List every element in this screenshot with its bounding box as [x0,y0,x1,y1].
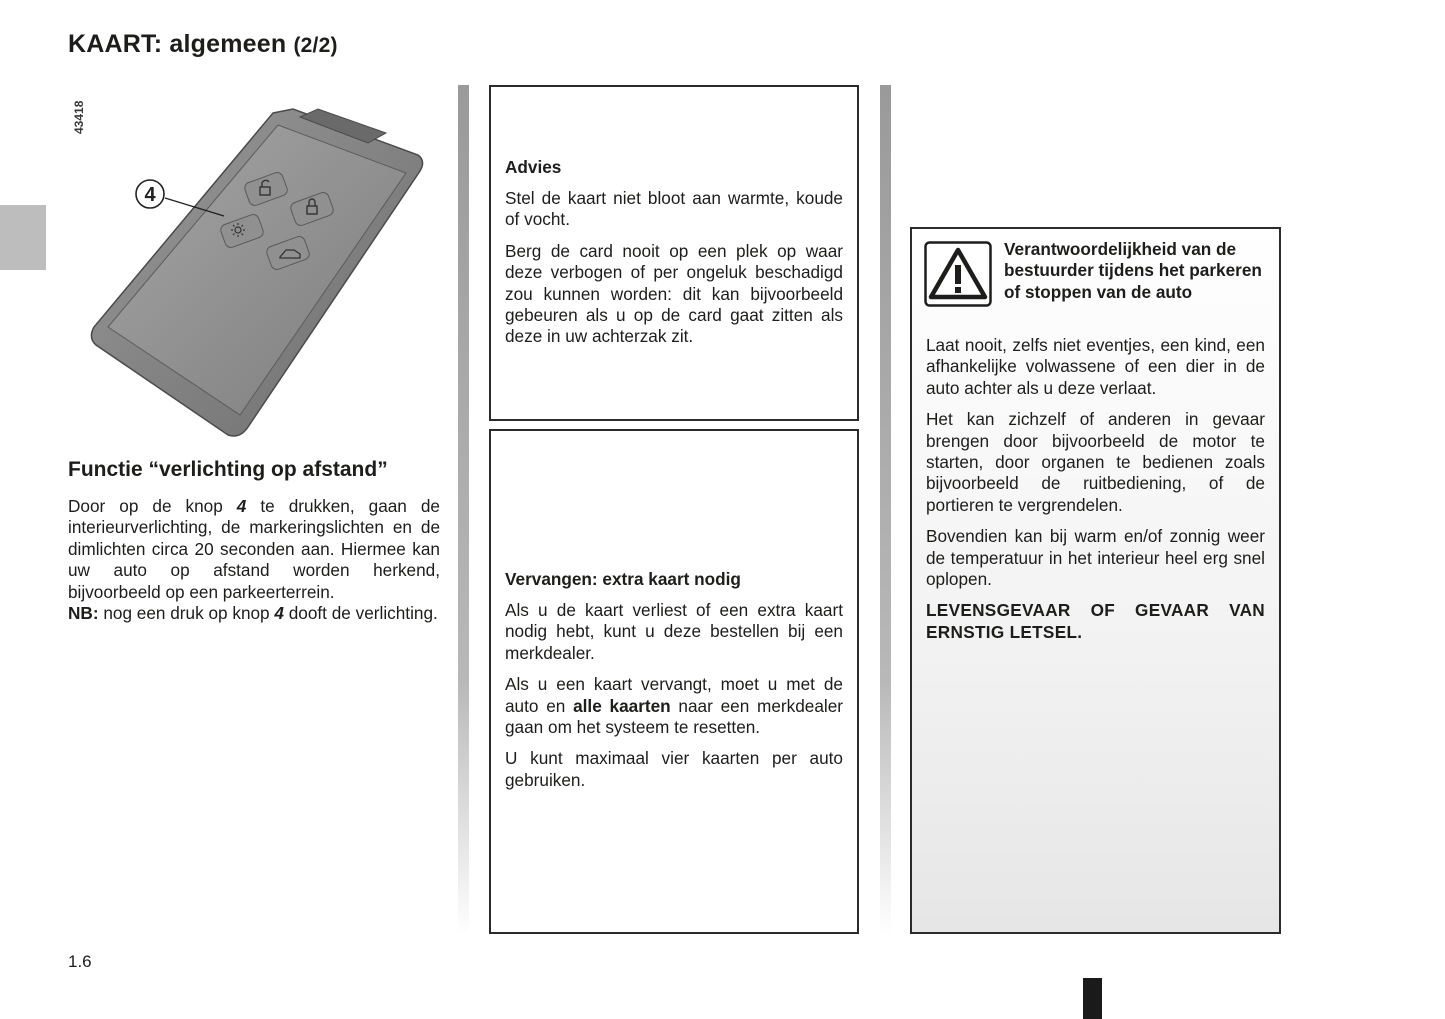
text-segment: naar een merkdealer gaan om het systeem te resetten. [505,695,843,738]
advice-paragraph-2: Berg de card nooit op een plek op waar deze verbogen of per ongeluk beschadigd zou kunnen worden: dit kan bijvoorbeeld gebeuren als u op de card gaat zitten als deze in uw achterzak zit. [505,240,843,347]
replacement-paragraph-3: U kunt maximaal vier kaarten per auto gebruiken. [505,748,843,790]
warning-paragraph-2: Het kan zichzelf of anderen in gevaar brengen door bijvoorbeeld de motor te starten, door organen te bedienen zoals bijvoorbeeld de ruitbediening, of de portieren te vergrendelen. [926,409,1265,515]
page-title-suffix: (2/2) [293,34,338,57]
text-segment: te drukken, gaan de interieurverlichting, de markeringslichten en de dimlichten circa 20 seconden aan. Hiermee kan uw auto op afstand worden herkend, bijvoorbeeld op een parkeerterrein. [68,496,440,602]
replacement-box [489,429,859,934]
image-code-text: 43418 [72,100,86,134]
warning-triangle-icon [924,241,992,307]
text-segment: nog een druk op knop [98,603,275,624]
callout-label: 4 [144,184,156,206]
remote-lighting-heading: Functie “verlichting op afstand” [68,458,388,481]
page-edge-marker [1083,978,1102,1019]
text-segment: Door op de knop [68,496,237,516]
page-title [68,30,338,59]
text-segment: Als u een kaart vervangt, moet u met de auto en [505,674,843,716]
chapter-tab [0,205,46,270]
text-segment: dooft de verlichting. [283,603,438,624]
replacement-paragraph-1: Als u de kaart verliest of een extra kaart nodig hebt, kunt u deze bestellen bij een merkdealer. [505,600,843,663]
warning-heading: Verantwoordelijkheid van de bestuurder tijdens het parkeren of stoppen van de auto [1004,239,1262,302]
bold-segment: alle kaarten [573,695,671,716]
advice-box [489,85,859,421]
column-divider [458,85,469,935]
advice-paragraph-1: Stel de kaart niet bloot aan warmte, koude of vocht. [505,188,843,230]
page-number: 1.6 [68,952,92,971]
column-divider [880,85,891,935]
warning-paragraph-3: Bovendien kan bij warm en/of zonnig weer de temperatuur in het interieur heel erg snel oplopen. [926,526,1265,590]
page-title-text: KAART: algemeen [68,30,287,58]
keycard-illustration [68,95,448,445]
warning-box [910,227,1281,934]
warning-paragraph-1: Laat nooit, zelfs niet eventjes, een kind, een afhankelijke volwassene of een dier in de auto achter als u deze verlaat. [926,335,1265,398]
replacement-heading: Vervangen: extra kaart nodig [505,569,741,589]
advice-heading: Advies [505,157,562,177]
replacement-paragraph-2 [505,674,843,738]
remote-lighting-section [68,458,440,624]
knob-reference: 4 [236,496,247,516]
remote-lighting-text [68,496,440,624]
knob-reference: 4 [274,603,284,624]
note-label: NB: [68,603,99,624]
warning-paragraph-4: LEVENSGEVAAR OF GEVAAR VAN ERNSTIG LETSEL. [926,600,1265,642]
